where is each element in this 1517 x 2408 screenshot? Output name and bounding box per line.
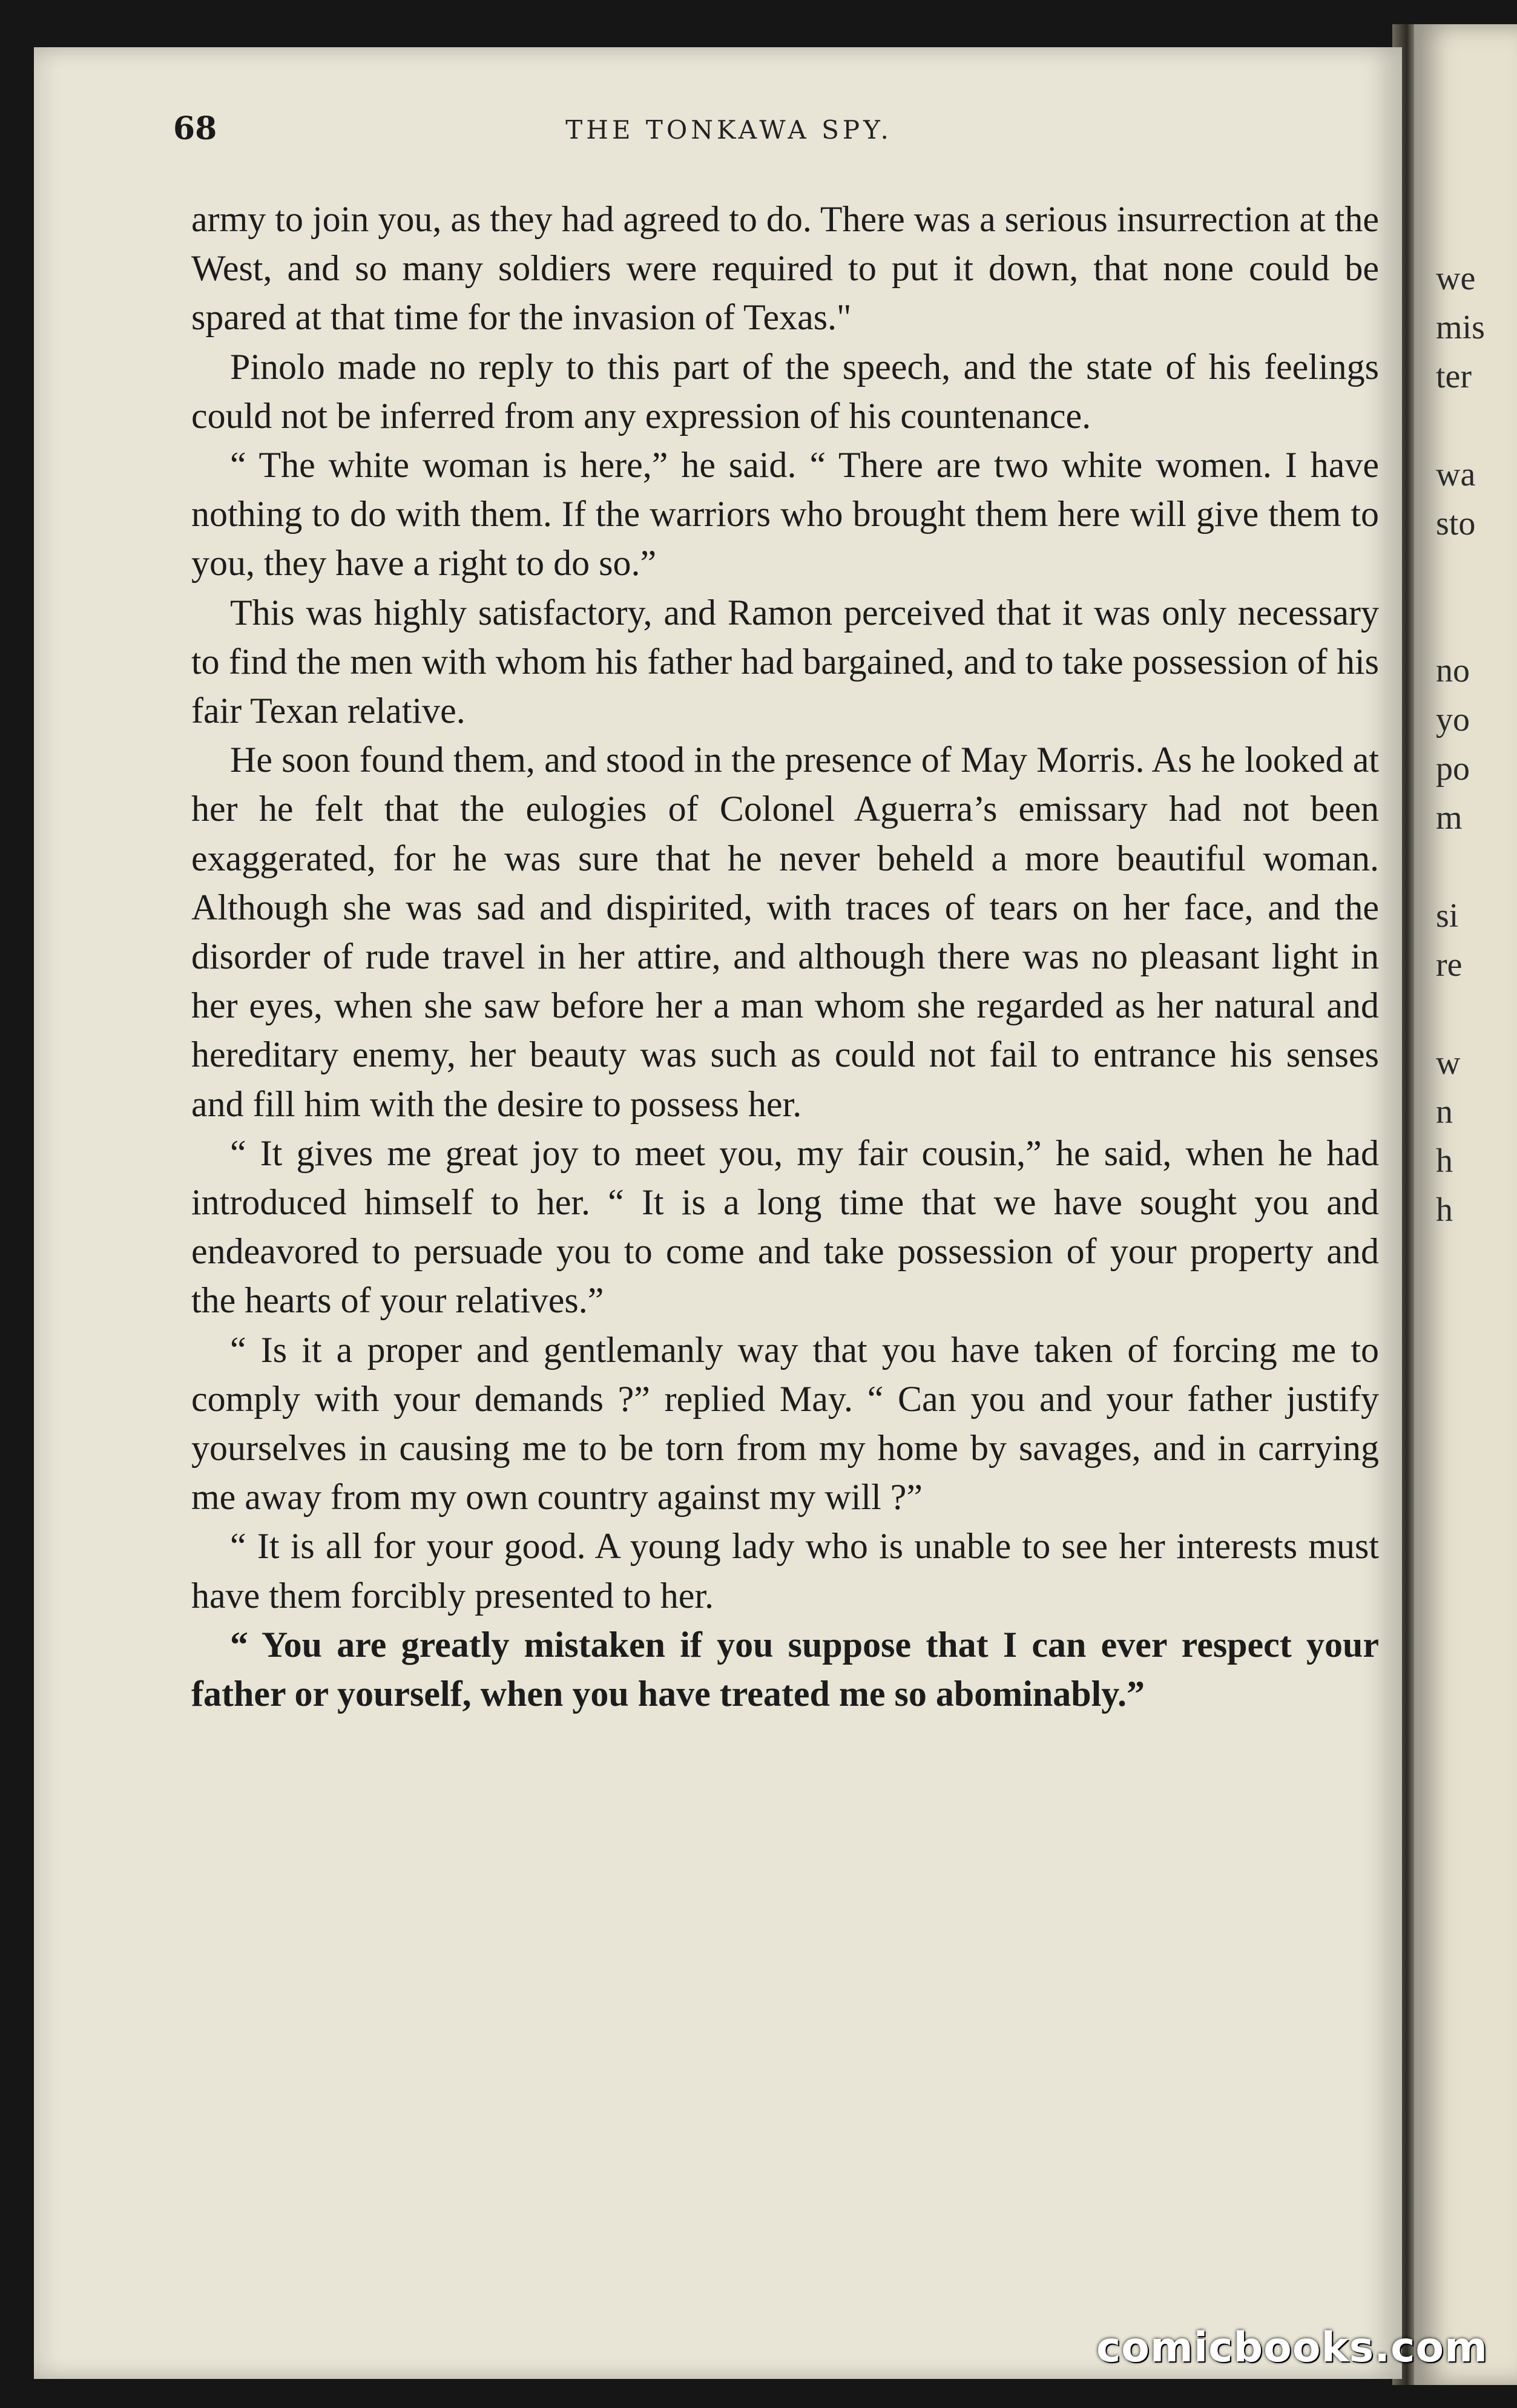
paragraph: “ The white woman is here,” he said. “ There are two white women. I have nothing to do with them. If the warriors who brought them here will give them to you, they have a right to do so.”	[191, 445, 1379, 584]
paragraph: This was highly satisfactory, and Ramon perceived that it was only necessary to find the men with whom his father had bargained, and to take possession of his fair Texan relative.	[191, 592, 1379, 731]
paragraph: army to join you, as they had agreed to do. There was a serious insurrection at the West, and so many soldiers were required to put it down, that none could be spared at that time for the invasion of Texas."	[191, 199, 1379, 338]
paragraph: “ It is all for your good. A young lady who is unable to see her interests must have them forcibly presented to her.	[191, 1526, 1379, 1616]
running-head: THE TONKAWA SPY.	[565, 115, 892, 145]
paragraph: “ Is it a proper and gentlemanly way that you have taken of forcing me to comply with your demands ?” replied May. “ Can you and your father justify yourselves in causing me to be torn from my home by savages, and in carrying me away from my own country against my will ?”	[191, 1329, 1379, 1518]
facing-page-text-fragment: we mis ter wa sto no yo po m si re w n h h	[1436, 260, 1485, 1229]
paragraph: He soon found them, and stood in the presence of May Morris. As he looked at her he felt that the eulogies of Colonel Aguerra’s emissary had not been exaggerated, for he was sure that he never beheld a more beautiful woman. Although she was sad and dispirited, with traces of tears on her face, and the disorder of rude travel in her attire, and although there was no pleasant light in her eyes, when she saw before her a man whom she regarded as her natural and hereditary enemy, her beauty was such as could not fail to entrance his senses and fill him with the desire to possess her.	[191, 740, 1379, 1124]
paragraph: “ You are greatly mistaken if you suppose that I can ever respect your father or yourself, when you have treated me so abominably.”	[191, 1624, 1379, 1714]
paragraph: Pinolo made no reply to this part of the speech, and the state of his feelings could not be inferred from any expression of his countenance.	[191, 346, 1379, 436]
page-number: 68	[173, 110, 217, 147]
page-header	[137, 110, 1321, 159]
body-text	[191, 195, 1379, 1719]
watermark: comicbooks.com	[1096, 2324, 1488, 2372]
paragraph: “ It gives me great joy to meet you, my fair cousin,” he said, when he had introduced himself to her. “ It is a long time that we have sought you and endeavored to persuade you to come and take possession of your property and the hearts of your relatives.”	[191, 1133, 1379, 1321]
